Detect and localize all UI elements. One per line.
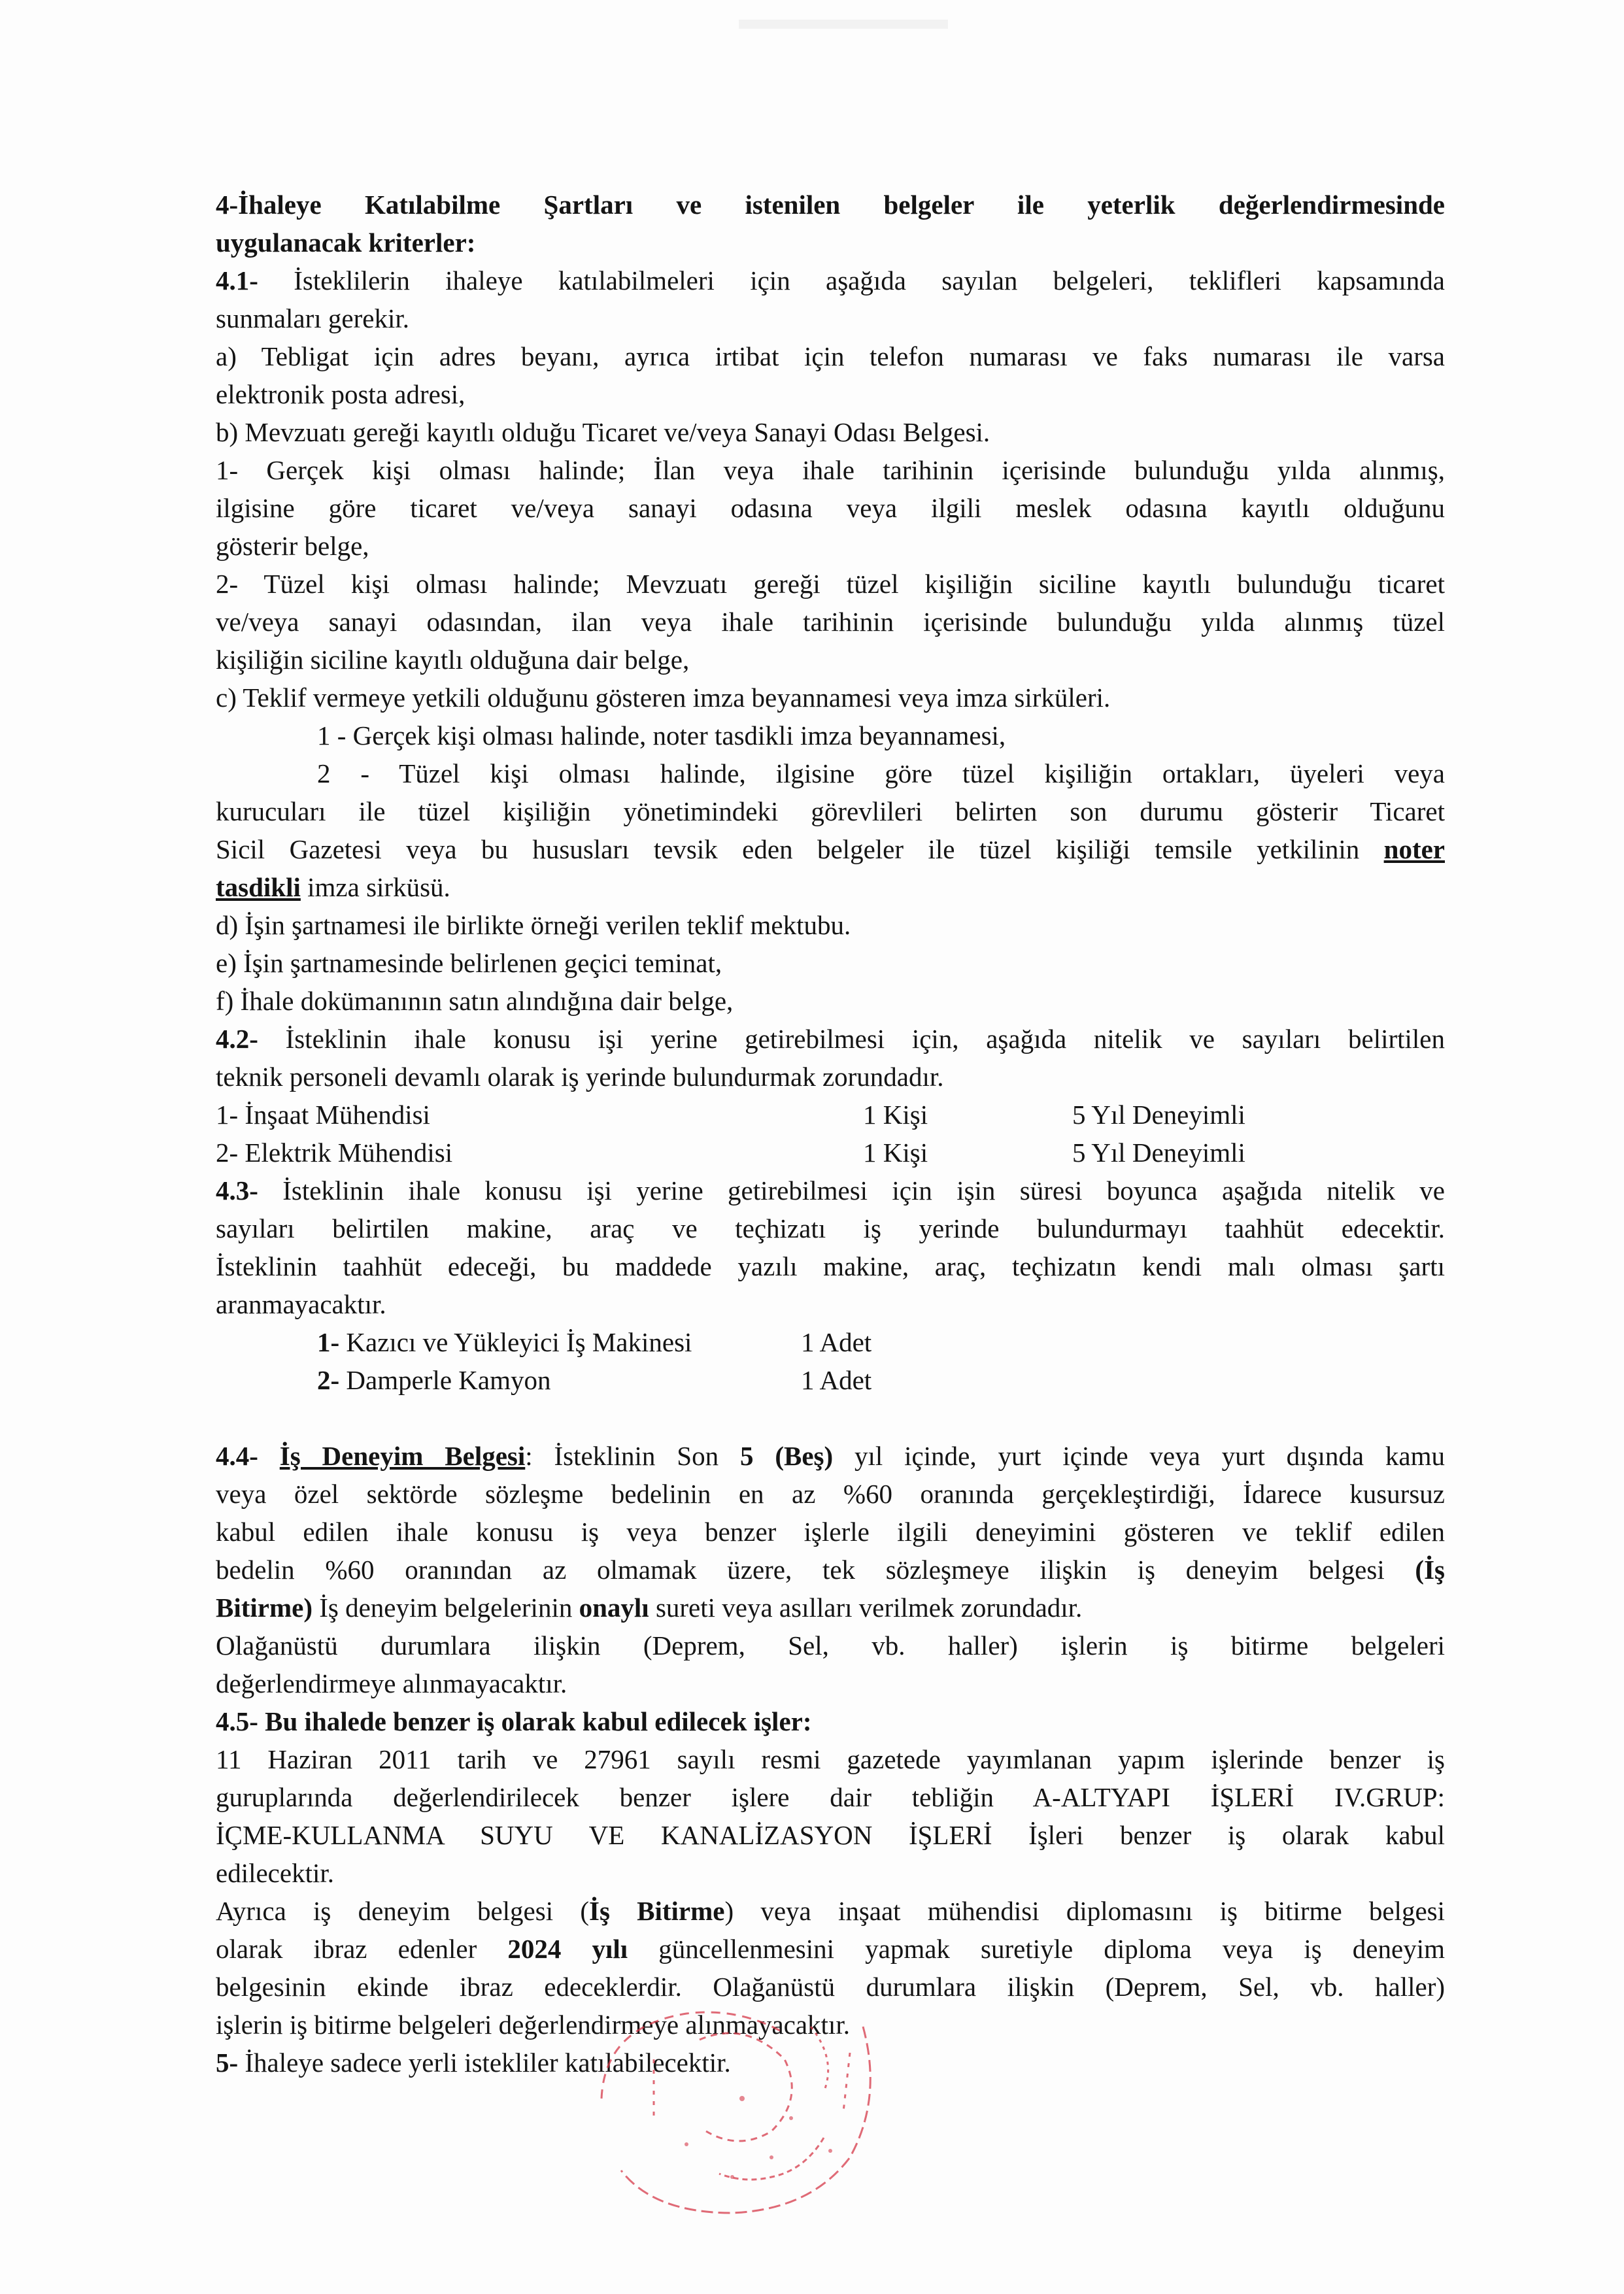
personnel-table bbox=[216, 1096, 1399, 1172]
item-e: e) İşin şartnamesinde belirlenen geçici teminat, bbox=[216, 948, 722, 978]
item-f: f) İhale dokümanının satın alındığına dair belge, bbox=[216, 986, 734, 1016]
paragraph-4-2: 4.2- İsteklinin ihale konusu işi yerine getirebilmesi için, aşağıda nitelik ve sayıları belirtilen bbox=[216, 1024, 1445, 1054]
item-b-2: 2- Tüzel kişi olması halinde; Mevzuatı gereği tüzel kişiliğin siciline kayıtlı bulunduğu ticaret bbox=[216, 569, 1445, 599]
item-c-2: 2 - Tüzel kişi olması halinde, ilgisine göre tüzel kişiliğin ortakları, üyeleri veya bbox=[317, 758, 1445, 788]
noter-emphasis: noter bbox=[1383, 834, 1445, 864]
tasdikli-emphasis: tasdikli bbox=[216, 872, 301, 902]
paragraph-5: 5- İhaleye sadece yerli istekliler katılabilecektir. bbox=[216, 2048, 731, 2078]
paragraph-4-4: 4.4- İş Deneyim Belgesi: İsteklinin Son 5 (Beş) yıl içinde, yurt içinde veya yurt dışında kamu bbox=[216, 1441, 1445, 1471]
item-d: d) İşin şartnamesi ile birlikte örneği verilen teklif mektubu. bbox=[216, 910, 851, 940]
num-4-1: 4.1- bbox=[216, 265, 258, 295]
item-a: a) Tebligat için adres beyanı, ayrıca irtibat için telefon numarası ve faks numarası ile varsa bbox=[216, 341, 1445, 371]
item-c-1: 1 - Gerçek kişi olması halinde, noter tasdikli imza beyannamesi, bbox=[317, 720, 1006, 751]
table-row: 2- Elektrik Mühendisi 1 Kişi 5 Yıl Deneyimli bbox=[216, 1138, 1245, 1168]
document-body: 4-İhaleye Katılabilme Şartları ve istenilen belgeler ile yeterlik değerlendirmesinde uygulanacak kriterler: 4.1- İsteklilerin ihaleye katılabilmeleri için aşağıda sayılan belgeleri, teklifleri kapsamında sunmaları gerekir. a) Tebligat için adres beyanı, ayrıca irtibat için telefon numarası ve faks numarası ile varsa elektronik posta adresi, b) Mevzuatı gereği kayıtlı olduğu Ticaret ve/veya Sanayi Odası Belgesi. 1- Gerçek kişi olması halinde; İlan veya ihale tarihinin içerisinde bulunduğu yılda alınmış, ilgisine göre ticaret ve/veya sanayi odasına veya ilgili meslek odasına kayıtlı olduğunu gösterir belge, 2- Tüzel kişi olması halinde; Mevzuatı gereği tüzel kişiliğin siciline kayıtlı bulunduğu ticaret ve/veya sanayi odasından, ilan veya ihale tarihinin içerisinde bulunduğu yılda alınmış tüzel kişiliğin siciline kayıtlı olduğuna dair belge, c) Teklif vermeye yetkili olduğunu gösteren imza beyannamesi veya imza sirküleri. 1 - Gerçek kişi olması halinde, noter tasdikli imza beyannamesi, 2 - Tüzel kişi olması halinde, ilgisine göre tüzel kişiliğin ortakları, üyeleri veya kurucuları ile tüzel kişiliğin yönetimindeki görevlileri belirten son durumu gösterir Ticaret Sicil Gazetesi veya bu hususları tevsik eden belgeler ile tüzel kişiliği temsile yetkilinin noter tasdikli imza sirküsü. d) İşin şartnamesi ile birlikte örneği verilen teklif mektubu. e) İşin şartnamesinde belirlenen geçici teminat, f) İhale dokümanının satın alındığına dair belge, 4.2- İsteklinin ihale konusu işi yerine getirebilmesi için, aşağıda nitelik ve sayıları belirtilen teknik personeli devamlı olarak iş yerinde bulundurmak zorundadır. 1- İnşaat Mühendisi 1 Kişi 5 Yıl Deneyimli 2- Elektrik Mühendisi 1 Kişi 5 Yıl Deneyimli 4.3- İsteklinin ihale konusu işi yerine getirebilmesi için işin süresi boyunca aşağıda nitelik ve sayıları belirtilen makine, araç ve teçhizatı iş yerinde bulundurmayı taahhüt edecektir. İsteklinin taahhüt edeceği, bu maddede yazılı makine, araç, teçhizatın kendi malı olması şartı aranmayacaktır. 1- Kazıcı ve Yükleyici İş Makinesi 1 Adet 2- Damperle Kamyon 1 Adet 4.4- İş Deneyim Belgesi: İsteklinin Son 5 (Beş) yıl içinde, yurt içinde veya yurt dışında kamu veya özel sektörde sözleşme bedelinin en az %60 oranında gerçekleştirdiği, İdarece kusursuz kabul edilen ihale konusu iş veya benzer işlerle ilgili deneyimini gösteren ve teklif edilen bedelin %60 oranından az olmamak üzere, tek sözleşmeye ilişkin iş deneyim belgesi (İş Bitirme) İş deneyim belgelerinin onaylı sureti veya asılları verilmek zorundadır. Olağanüstü durumlara ilişkin (Deprem, Sel, vb. haller) işlerin iş bitirme belgeleri değerlendirmeye alınmayacaktır. 4.5- Bu ihalede benzer iş olarak kabul edilecek işler: 11 Haziran 2011 tarih ve 27961 sayılı resmi gazetede yayımlanan yapım işlerinde benzer iş guruplarında değerlendirilecek benzer işlere dair tebliğin A-ALTYAPI İŞLERİ IV.GRUP: İÇME-KULLANMA SUYU VE KANALİZASYON İŞLERİ İşleri benzer iş olarak kabul edilecektir. Ayrıca iş deneyim belgesi (İş Bitirme) veya inşaat mühendisi diplomasını iş bitirme belgesi olarak ibraz edenler 2024 yılı güncellenmesini yapmak suretiyle diploma veya iş deneyim belgesinin ekinde ibraz edeceklerdir. Olağanüstü durumlara ilişkin (Deprem, Sel, vb. haller) işlerin iş bitirme belgeleri değerlendirmeye alınmayacaktır. 5- İhaleye sadece yerli istekliler katılabilecektir. bbox=[216, 186, 1445, 2082]
paragraph-4-5-title: 4.5- Bu ihalede benzer iş olarak kabul edilecek işler: bbox=[216, 1706, 812, 1736]
section-title-line-1: 4-İhaleye Katılabilme Şartları ve istenilen belgeler ile yeterlik değerlendirmesinde bbox=[216, 190, 1445, 220]
table-row: 1- Kazıcı ve Yükleyici İş Makinesi 1 Adet bbox=[317, 1327, 872, 1357]
item-c: c) Teklif vermeye yetkili olduğunu gösteren imza beyannamesi veya imza sirküleri. bbox=[216, 683, 1111, 713]
item-b-1: 1- Gerçek kişi olması halinde; İlan veya ihale tarihinin içerisinde bulunduğu yılda alınmış, bbox=[216, 455, 1445, 485]
paragraph-4-1: 4.1- İsteklilerin ihaleye katılabilmeleri için aşağıda sayılan belgeleri, teklifleri kapsamında bbox=[216, 265, 1445, 295]
item-b: b) Mevzuatı gereği kayıtlı olduğu Ticaret ve/veya Sanayi Odası Belgesi. bbox=[216, 417, 990, 447]
machine-table bbox=[216, 1323, 932, 1399]
table-row: 1- İnşaat Mühendisi 1 Kişi 5 Yıl Deneyimli bbox=[216, 1100, 1245, 1130]
faint-header-marks bbox=[732, 7, 955, 52]
official-stamp-seal bbox=[575, 1987, 902, 2223]
section-title-line-2: uygulanacak kriterler: bbox=[216, 228, 476, 258]
table-row: 2- Damperle Kamyon 1 Adet bbox=[317, 1365, 872, 1395]
paragraph-4-3: 4.3- İsteklinin ihale konusu işi yerine getirebilmesi için işin süresi boyunca aşağıda nitelik ve bbox=[216, 1175, 1445, 1206]
